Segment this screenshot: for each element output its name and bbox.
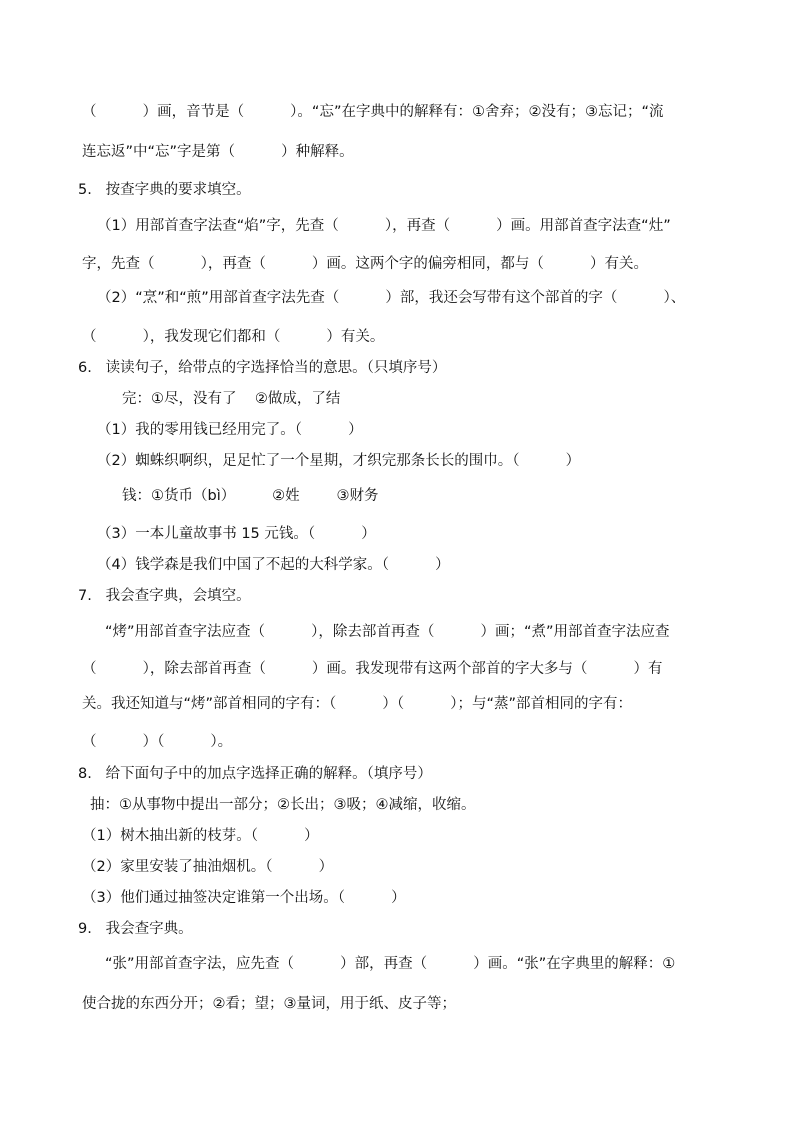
definition-chou: 抽：①从事物中提出一部分；②长出；③吸；④减缩，收缩。 xyxy=(90,797,476,813)
text-line-1: （ ）画，音节是（ ）。“忘”在字典中的解释有：①舍弃；②没有；③忘记；“流 xyxy=(82,104,664,120)
text-line-7: （ ），我发现它们都和（ ）有关。 xyxy=(82,329,385,345)
question-6-item-3: （3）一本儿童故事书 15 元钱。（ ） xyxy=(97,526,376,542)
question-8-heading: 8. 给下面句子中的加点字选择正确的解释。（填序号） xyxy=(78,766,432,782)
question-8-item-1: （1）树木抽出新的枝芽。（ ） xyxy=(82,828,319,844)
question-8-item-3: （3）他们通过抽签决定谁第一个出场。（ ） xyxy=(82,890,406,906)
definition-wan: 完：①尽，没有了 ②做成，了结 xyxy=(122,391,341,407)
text-line-18: 关。我还知道与“烤”部首相同的字有：（ ）（ ）；与“蒸”部首相同的字有： xyxy=(82,696,632,712)
text-line-27: 使合拢的东西分开；②看；望；③量词，用于纸、皮子等； xyxy=(82,996,456,1012)
text-line-2: 连忘返”中“忘”字是第（ ）种解释。 xyxy=(82,144,354,160)
question-8-item-2: （2）家里安装了抽油烟机。（ ） xyxy=(82,859,334,875)
question-7-heading: 7. 我会查字典，会填空。 xyxy=(78,588,251,604)
question-6-item-1: （1）我的零用钱已经用完了。（ ） xyxy=(97,422,363,438)
text-line-17: （ ），除去部首再查（ ）画。我发现带有这两个部首的字大多与（ ）有 xyxy=(82,661,663,677)
question-6-heading: 6. 读读句子，给带点的字选择恰当的意思。（只填序号） xyxy=(78,360,447,376)
question-9-heading: 9. 我会查字典。 xyxy=(78,921,193,937)
question-6-item-2: （2）蜘蛛织啊织，足足忙了一个星期，才织完那条长长的围巾。（ ） xyxy=(97,453,581,469)
text-line-6: （2）“烹”和“煎”用部首查字法先查（ ）部，我还会写带有这个部首的字（ ）、 xyxy=(97,290,686,306)
text-line-4: （1）用部首查字法查“焰”字，先查（ ），再查（ ）画。用部首查字法查“灶” xyxy=(97,218,671,234)
definition-qian: 钱：①货币（bì） ②姓 ③财务 xyxy=(122,488,379,504)
text-line-26: “张”用部首查字法，应先查（ ）部，再查（ ）画。“张”在字典里的解释：① xyxy=(105,956,676,972)
text-line-16: “烤”用部首查字法应查（ ），除去部首再查（ ）画；“煮”用部首查字法应查 xyxy=(105,624,670,640)
text-line-5: 字，先查（ ），再查（ ）画。这两个字的偏旁相同，都与（ ）有关。 xyxy=(82,256,649,272)
question-6-item-4: （4）钱学森是我们中国了不起的大科学家。（ ） xyxy=(97,557,450,573)
question-5-heading: 5. 按查字典的要求填空。 xyxy=(78,182,251,198)
text-line-19: （ ）（ ）。 xyxy=(82,734,233,750)
